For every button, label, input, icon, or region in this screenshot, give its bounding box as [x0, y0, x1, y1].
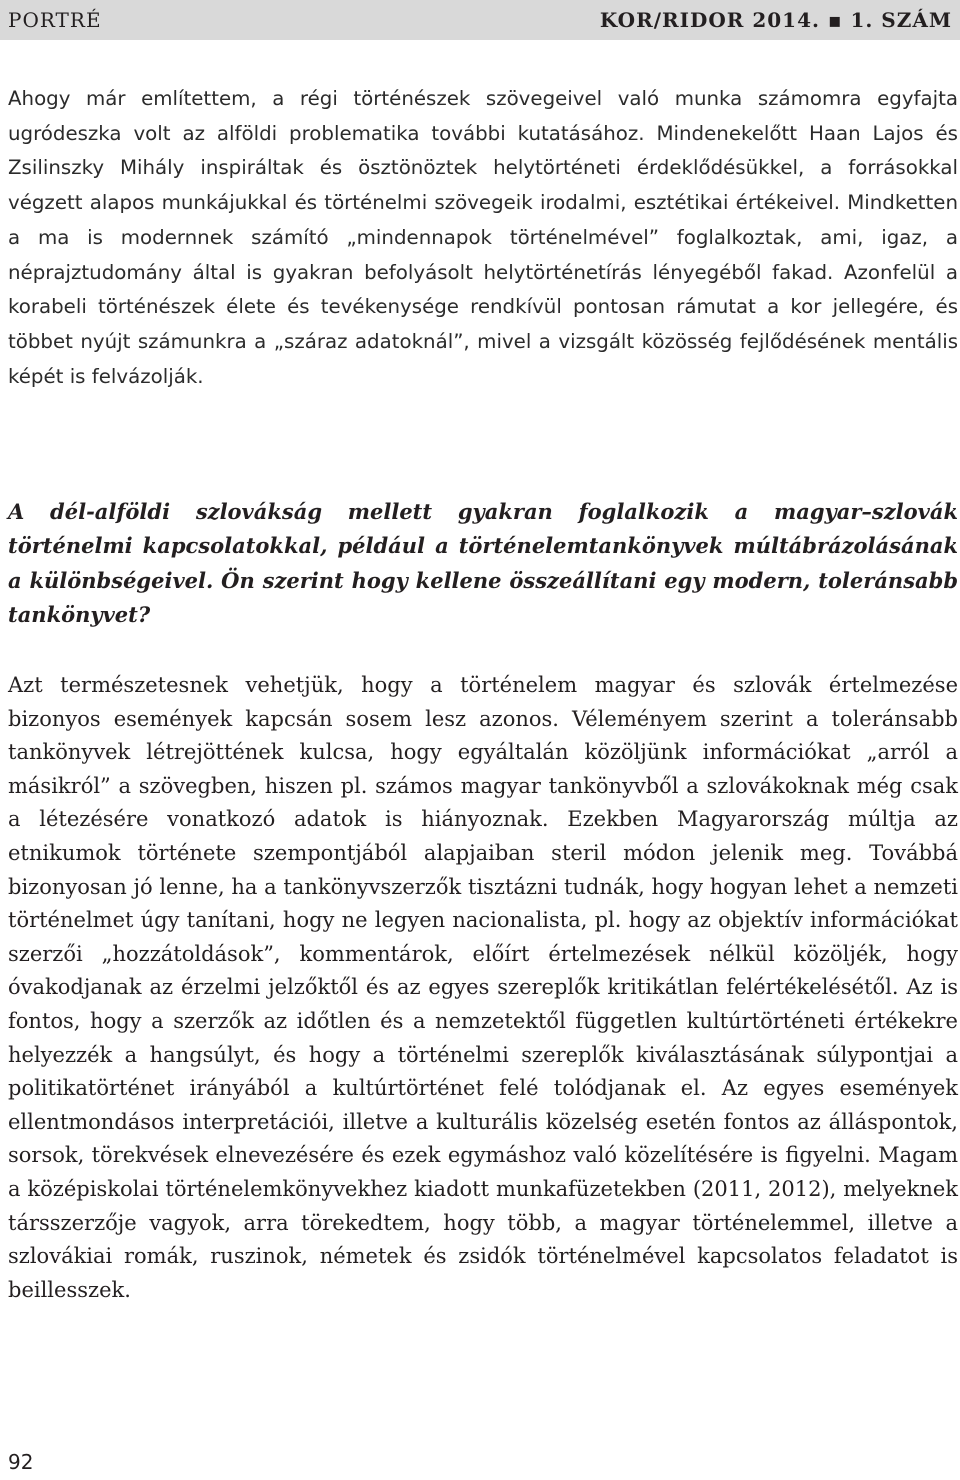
- intro-paragraph: Ahogy már említettem, a régi történészek szövegeivel való munka számomra egyfajta ugródeszka volt az alföldi problematika további kutatásához. Mindenekelőtt Haan Lajos és Zsilinszky Mihály inspiráltak és ösztönöztek helytörténeti érdeklődésükkel, a forrásokkal végzett alapos munkájukkal és történelmi szövegeik irodalmi, esztétikai értékeivel. Mindketten a ma is modernnek számító „mindennapok történelmével” foglalkoztak, ami, igaz, a néprajztudomány által is gyakran befolyásolt helytörténetírás lényegéből fakad. Azonfelül a korabeli történészek élete és tevékenysége rendkívül pontosan rámutat a kor jellegére, és többet nyújt számunkra a „száraz adatoknál”, mivel a vizsgált közösség fejlődésének mentális képét is felvázolják.: [8, 87, 958, 388]
- journal-issue: [600, 8, 952, 32]
- interview-question: A dél-alföldi szlovákság mellett gyakran foglalkozik a magyar–szlovák történelmi kapcsolatokkal, például a történelemtankönyvek múltábrázolásának a különbségeivel. Ön szerint hogy kellene összeállítani egy modern, toleránsabb tankönyvet?: [8, 499, 958, 627]
- running-header: [0, 0, 960, 40]
- journal-name: KOR/RIDOR: [599, 8, 745, 32]
- page-number: 92: [8, 1450, 34, 1474]
- section-label: PORTRÉ: [8, 8, 102, 32]
- issue-label: 2014. ▪ 1. SZÁM: [752, 8, 952, 32]
- answer-paragraph: Azt természetesnek vehetjük, hogy a történelem magyar és szlovák értelmezése bizonyos események kapcsán sosem lesz azonos. Véleményem szerint a toleránsabb tankönyvek létrejöttének kulcsa, hogy egyáltalán közöljünk információkat „arról a másikról” a szövegben, hiszen pl. számos magyar tankönyvből a szlovákoknak még csak a létezésére vonatkozó adatok is hiányoznak. Ezekben Magyarország múltja az etnikumok története szempontjából alapjaiban steril módon jelenik meg. Továbbá bizonyosan jó lenne, ha a tankönyvszerzők tisztázni tudnák, hogy hogyan lehet a nemzeti történelmet úgy tanítani, hogy ne legyen nacionalista, pl. hogy az objektív információkat szerzői „hozzátoldások”, kommentárok, előírt értelmezések nélkül közöljék, hogy óvakodjanak az érzelmi jelzőktől és az egyes szereplők kritikátlan felértékelésétől. Az is fontos, hogy a szerzők az időtlen és a nemzetektől független kultúrtörténeti értékekre helyezzék a hangsúlyt, és hogy a történelmi szereplők kiválasztásának súlypontjai a politikatörténet irányából a kultúrtörténet felé tolódjanak el. Az egyes események ellentmondásos interpretációi, illetve a kulturális közelség esetén fontos az álláspontok, sorsok, törekvések elnevezésére és ezek egymáshoz való közelítésére is figyelni. Magam a középiskolai történelemkönyvekhez kiadott munkafüzetekben (2011, 2012), melyeknek társszerzője vagyok, arra törekedtem, hogy több, a magyar történelemmel, illetve a szlovákiai romák, ruszinok, németek és zsidók történelmével kapcsolatos feladatot is beillesszek.: [8, 673, 958, 1302]
